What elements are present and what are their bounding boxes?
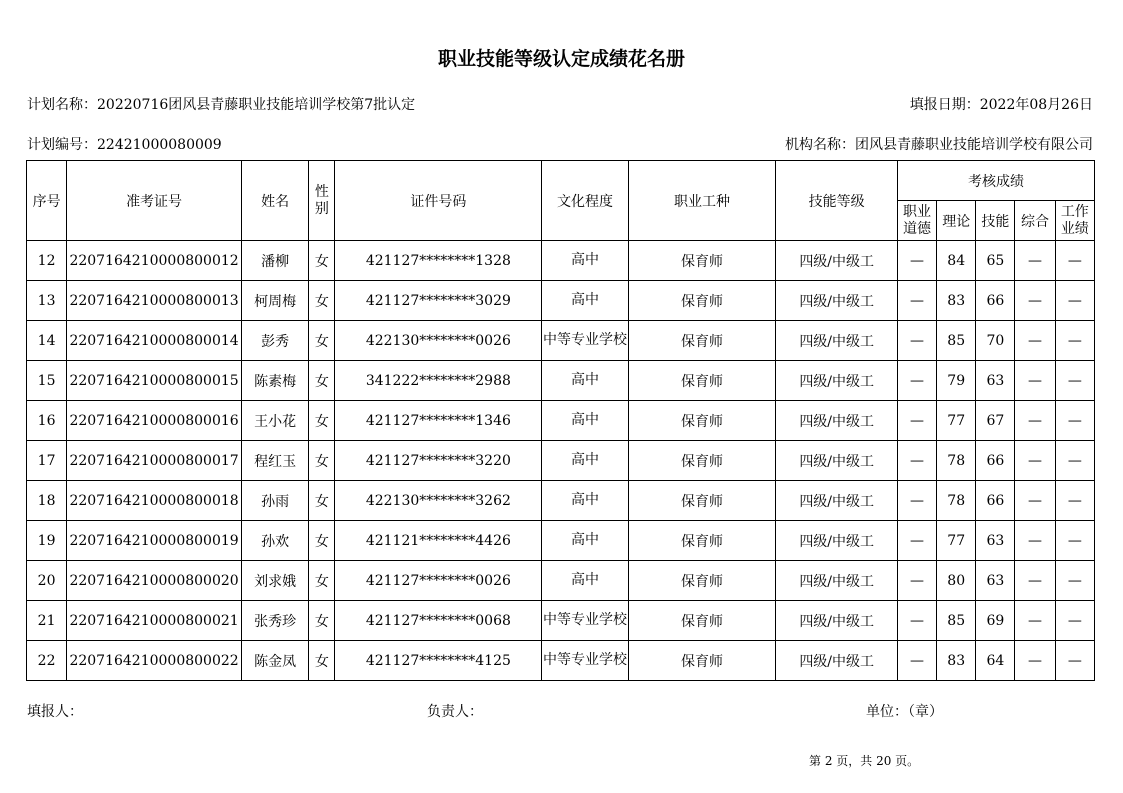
cell-id: 421127********0026 <box>335 561 542 601</box>
cell-skill: 66 <box>976 281 1015 321</box>
cell-work: — <box>1055 441 1094 481</box>
cell-ethics: — <box>897 601 936 641</box>
cell-job: 保育师 <box>628 401 776 441</box>
cell-overall: — <box>1015 601 1055 641</box>
header-id: 证件号码 <box>335 161 542 241</box>
cell-job: 保育师 <box>628 561 776 601</box>
cell-job: 保育师 <box>628 521 776 561</box>
cell-work: — <box>1055 561 1094 601</box>
cell-theory: 77 <box>937 401 976 441</box>
unit-label: 单位：（章） <box>866 704 943 720</box>
cell-theory: 83 <box>937 281 976 321</box>
table-row <box>27 241 1095 281</box>
cell-edu: 高中 <box>542 441 628 481</box>
table-row <box>27 521 1095 561</box>
cell-ticket: 2207164210000800022 <box>67 641 242 681</box>
cell-edu: 高中 <box>542 481 628 521</box>
cell-theory: 85 <box>937 601 976 641</box>
cell-seq: 20 <box>27 561 67 601</box>
cell-seq: 15 <box>27 361 67 401</box>
cell-ticket: 2207164210000800021 <box>67 601 242 641</box>
cell-edu: 高中 <box>542 561 628 601</box>
report-date: 填报日期：2022年08月26日 <box>909 97 1093 113</box>
table-row <box>27 481 1095 521</box>
cell-theory: 80 <box>937 561 976 601</box>
cell-id: 341222********2988 <box>335 361 542 401</box>
cell-level: 四级/中级工 <box>776 361 898 401</box>
cell-theory: 79 <box>937 361 976 401</box>
plan-name: 计划名称：20220716团风县青藤职业技能培训学校第7批认定 <box>27 97 416 113</box>
cell-level: 四级/中级工 <box>776 281 898 321</box>
cell-skill: 63 <box>976 561 1015 601</box>
cell-seq: 19 <box>27 521 67 561</box>
cell-id: 421127********1328 <box>335 241 542 281</box>
cell-name: 刘求娥 <box>241 561 308 601</box>
cell-gender: 女 <box>309 641 335 681</box>
cell-theory: 85 <box>937 321 976 361</box>
cell-edu: 中等专业学校 <box>542 641 628 681</box>
table-row <box>27 561 1095 601</box>
cell-ethics: — <box>897 361 936 401</box>
cell-level: 四级/中级工 <box>776 521 898 561</box>
cell-seq: 14 <box>27 321 67 361</box>
cell-theory: 83 <box>937 641 976 681</box>
org-name: 机构名称：团风县青藤职业技能培训学校有限公司 <box>785 137 1093 153</box>
cell-ethics: — <box>897 521 936 561</box>
cell-edu: 高中 <box>542 361 628 401</box>
cell-id: 421121********4426 <box>335 521 542 561</box>
cell-level: 四级/中级工 <box>776 641 898 681</box>
cell-ticket: 2207164210000800017 <box>67 441 242 481</box>
header-ethics: 职业道德 <box>897 201 936 241</box>
cell-name: 彭秀 <box>241 321 308 361</box>
cell-ethics: — <box>897 281 936 321</box>
cell-name: 陈素梅 <box>241 361 308 401</box>
cell-id: 421127********1346 <box>335 401 542 441</box>
cell-theory: 77 <box>937 521 976 561</box>
header-scores: 考核成绩 <box>897 161 1094 201</box>
cell-skill: 65 <box>976 241 1015 281</box>
cell-overall: — <box>1015 321 1055 361</box>
cell-ticket: 2207164210000800012 <box>67 241 242 281</box>
cell-skill: 64 <box>976 641 1015 681</box>
header-work: 工作业绩 <box>1055 201 1094 241</box>
cell-overall: — <box>1015 361 1055 401</box>
cell-work: — <box>1055 481 1094 521</box>
header-job: 职业工种 <box>628 161 776 241</box>
cell-seq: 12 <box>27 241 67 281</box>
cell-gender: 女 <box>309 281 335 321</box>
cell-ticket: 2207164210000800020 <box>67 561 242 601</box>
cell-ticket: 2207164210000800013 <box>67 281 242 321</box>
cell-seq: 22 <box>27 641 67 681</box>
cell-work: — <box>1055 361 1094 401</box>
cell-skill: 67 <box>976 401 1015 441</box>
cell-name: 王小花 <box>241 401 308 441</box>
cell-level: 四级/中级工 <box>776 241 898 281</box>
cell-gender: 女 <box>309 401 335 441</box>
cell-level: 四级/中级工 <box>776 601 898 641</box>
cell-gender: 女 <box>309 601 335 641</box>
cell-ethics: — <box>897 401 936 441</box>
cell-job: 保育师 <box>628 241 776 281</box>
cell-overall: — <box>1015 561 1055 601</box>
cell-ethics: — <box>897 441 936 481</box>
cell-job: 保育师 <box>628 441 776 481</box>
cell-skill: 66 <box>976 441 1015 481</box>
cell-name: 陈金凤 <box>241 641 308 681</box>
cell-ticket: 2207164210000800016 <box>67 401 242 441</box>
cell-name: 程红玉 <box>241 441 308 481</box>
cell-seq: 21 <box>27 601 67 641</box>
header-ticket: 准考证号 <box>67 161 242 241</box>
cell-work: — <box>1055 601 1094 641</box>
cell-ethics: — <box>897 321 936 361</box>
cell-theory: 78 <box>937 481 976 521</box>
cell-gender: 女 <box>309 321 335 361</box>
cell-name: 张秀珍 <box>241 601 308 641</box>
cell-job: 保育师 <box>628 601 776 641</box>
cell-skill: 63 <box>976 521 1015 561</box>
cell-name: 孙欢 <box>241 521 308 561</box>
cell-edu: 高中 <box>542 521 628 561</box>
cell-skill: 66 <box>976 481 1015 521</box>
cell-ethics: — <box>897 641 936 681</box>
cell-gender: 女 <box>309 361 335 401</box>
score-table <box>26 160 1095 681</box>
plan-code: 计划编号：22421000080009 <box>27 137 222 153</box>
cell-gender: 女 <box>309 241 335 281</box>
cell-job: 保育师 <box>628 281 776 321</box>
cell-job: 保育师 <box>628 361 776 401</box>
cell-seq: 18 <box>27 481 67 521</box>
cell-overall: — <box>1015 641 1055 681</box>
cell-work: — <box>1055 241 1094 281</box>
table-row <box>27 321 1095 361</box>
cell-overall: — <box>1015 481 1055 521</box>
cell-ethics: — <box>897 481 936 521</box>
cell-job: 保育师 <box>628 641 776 681</box>
cell-level: 四级/中级工 <box>776 481 898 521</box>
cell-skill: 70 <box>976 321 1015 361</box>
cell-overall: — <box>1015 241 1055 281</box>
cell-ethics: — <box>897 561 936 601</box>
cell-id: 422130********3262 <box>335 481 542 521</box>
cell-gender: 女 <box>309 561 335 601</box>
cell-work: — <box>1055 281 1094 321</box>
cell-ethics: — <box>897 241 936 281</box>
cell-level: 四级/中级工 <box>776 561 898 601</box>
cell-job: 保育师 <box>628 321 776 361</box>
cell-gender: 女 <box>309 481 335 521</box>
cell-skill: 63 <box>976 361 1015 401</box>
cell-seq: 13 <box>27 281 67 321</box>
cell-name: 潘柳 <box>241 241 308 281</box>
cell-theory: 84 <box>937 241 976 281</box>
cell-edu: 中等专业学校 <box>542 321 628 361</box>
cell-edu: 高中 <box>542 241 628 281</box>
cell-seq: 17 <box>27 441 67 481</box>
cell-edu: 中等专业学校 <box>542 601 628 641</box>
cell-ticket: 2207164210000800019 <box>67 521 242 561</box>
cell-id: 422130********0026 <box>335 321 542 361</box>
cell-overall: — <box>1015 401 1055 441</box>
cell-level: 四级/中级工 <box>776 401 898 441</box>
header-seq: 序号 <box>27 161 67 241</box>
cell-gender: 女 <box>309 441 335 481</box>
filler-label: 填报人： <box>27 704 83 720</box>
cell-ticket: 2207164210000800018 <box>67 481 242 521</box>
cell-edu: 高中 <box>542 401 628 441</box>
cell-id: 421127********0068 <box>335 601 542 641</box>
cell-id: 421127********3220 <box>335 441 542 481</box>
header-theory: 理论 <box>937 201 976 241</box>
header-name: 姓名 <box>241 161 308 241</box>
cell-level: 四级/中级工 <box>776 441 898 481</box>
responsible-label: 负责人： <box>427 704 483 720</box>
cell-skill: 69 <box>976 601 1015 641</box>
cell-overall: — <box>1015 441 1055 481</box>
cell-work: — <box>1055 321 1094 361</box>
cell-ticket: 2207164210000800014 <box>67 321 242 361</box>
page-title: 职业技能等级认定成绩花名册 <box>437 48 685 70</box>
cell-ticket: 2207164210000800015 <box>67 361 242 401</box>
header-edu: 文化程度 <box>542 161 628 241</box>
cell-theory: 78 <box>937 441 976 481</box>
cell-gender: 女 <box>309 521 335 561</box>
cell-edu: 高中 <box>542 281 628 321</box>
cell-job: 保育师 <box>628 481 776 521</box>
cell-id: 421127********3029 <box>335 281 542 321</box>
cell-work: — <box>1055 521 1094 561</box>
cell-overall: — <box>1015 281 1055 321</box>
cell-id: 421127********4125 <box>335 641 542 681</box>
header-skill: 技能 <box>976 201 1015 241</box>
cell-work: — <box>1055 641 1094 681</box>
table-row <box>27 601 1095 641</box>
cell-seq: 16 <box>27 401 67 441</box>
table-row <box>27 281 1095 321</box>
table-row <box>27 441 1095 481</box>
table-row <box>27 361 1095 401</box>
page-number: 第 2 页，共 20 页。 <box>809 754 920 768</box>
cell-work: — <box>1055 401 1094 441</box>
header-overall: 综合 <box>1015 201 1055 241</box>
header-gender: 性别 <box>309 161 335 241</box>
cell-overall: — <box>1015 521 1055 561</box>
cell-name: 孙雨 <box>241 481 308 521</box>
cell-level: 四级/中级工 <box>776 321 898 361</box>
table-row <box>27 401 1095 441</box>
cell-name: 柯周梅 <box>241 281 308 321</box>
table-row <box>27 641 1095 681</box>
header-level: 技能等级 <box>776 161 898 241</box>
